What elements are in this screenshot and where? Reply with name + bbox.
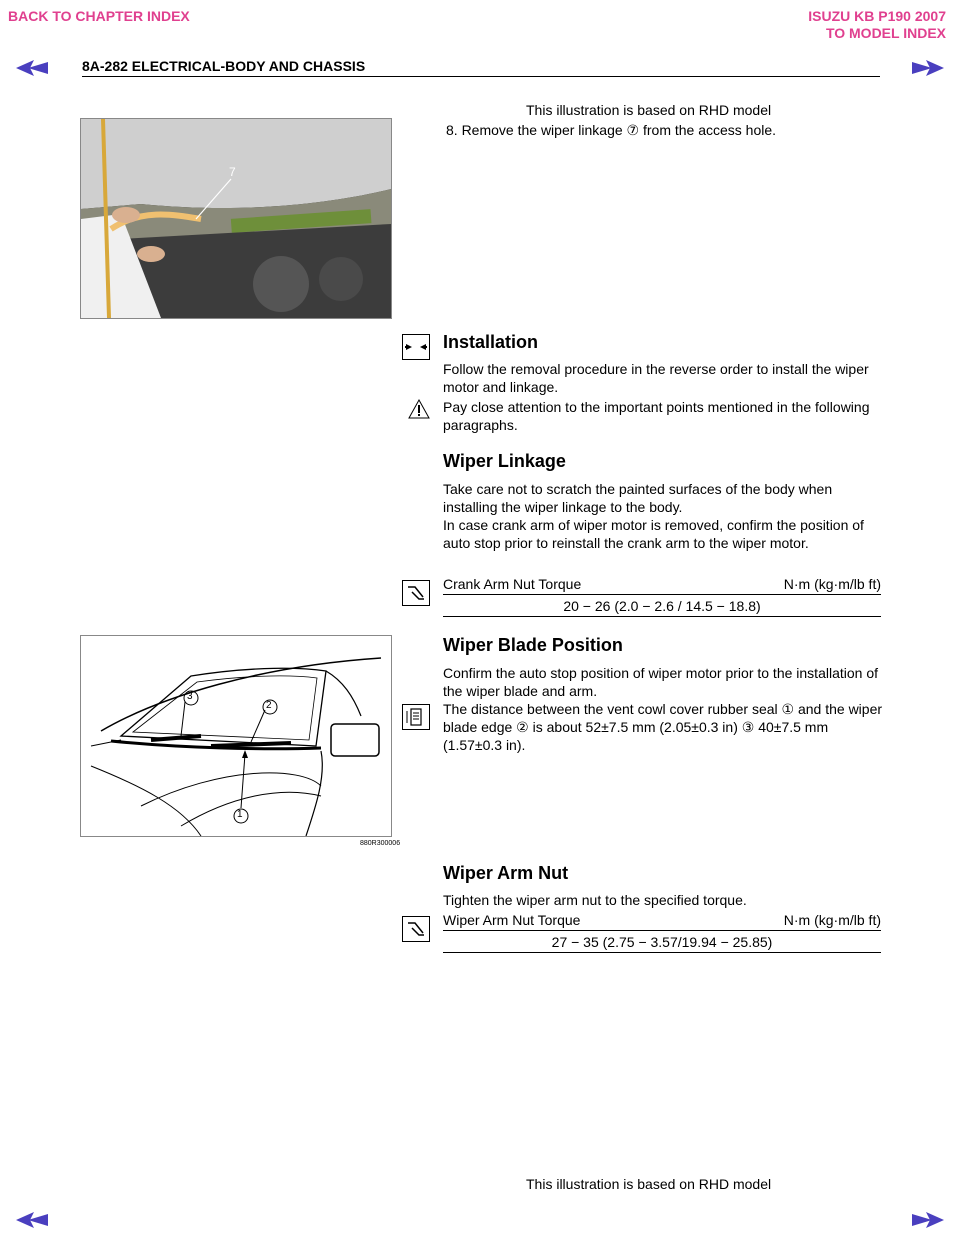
- installation-para-1: Follow the removal procedure in the reverse order to install the wiper motor and linkage.: [443, 361, 869, 395]
- step-8-text: 8. Remove the wiper linkage ⑦ from the access hole.: [446, 122, 777, 138]
- torque-wrench-icon-2: [402, 916, 430, 942]
- crank-arm-torque-label: Crank Arm Nut Torque: [443, 576, 582, 592]
- wiper-arm-torque-value: 27 − 35 (2.75 − 3.57/19.94 − 25.85): [443, 932, 881, 953]
- photo-callout-7: 7: [229, 165, 236, 179]
- wiper-blade-position-heading: Wiper Blade Position: [443, 635, 623, 655]
- model-index-link[interactable]: [808, 8, 946, 42]
- figure-callout-2: 2: [266, 700, 272, 711]
- crank-arm-torque-row: [443, 576, 881, 595]
- installation-para-2: Pay close attention to the important points mentioned in the following paragraphs.: [443, 399, 870, 433]
- previous-page-arrow-icon[interactable]: [14, 58, 50, 78]
- figure-id: 880R300006: [360, 840, 401, 847]
- illustration-caption-bottom: This illustration is based on RHD model: [526, 1176, 772, 1192]
- crank-arm-torque-value: 20 − 26 (2.0 − 2.6 / 14.5 − 18.8): [443, 596, 881, 617]
- wiper-blade-para-1: Confirm the auto stop position of wiper motor prior to the installation of the wiper blade and arm.: [443, 665, 878, 699]
- next-page-arrow-icon-bottom[interactable]: [910, 1210, 946, 1230]
- wiper-arm-nut-heading: Wiper Arm Nut: [443, 863, 569, 883]
- figure-callout-1: 1: [237, 809, 243, 820]
- page-header-title: 8A-282 ELECTRICAL-BODY AND CHASSIS: [82, 58, 366, 74]
- previous-page-arrow-icon-bottom[interactable]: [14, 1210, 50, 1230]
- wiper-arm-torque-unit: N·m (kg·m/lb ft): [783, 912, 881, 928]
- specification-icon: [402, 704, 430, 730]
- wiper-blade-para-2: The distance between the vent cowl cover rubber seal ① and the wiper blade edge ② is about 52±7.5 mm (2.05±0.3 in) ③ 40±7.5 mm (1.57±0.3 in).: [443, 701, 883, 753]
- to-model-index-label: TO MODEL INDEX: [825, 25, 946, 41]
- manual-title: ISUZU KB P190 2007: [808, 8, 946, 24]
- wiper-linkage-heading: Wiper Linkage: [443, 451, 566, 471]
- wiper-arm-nut-para-1: Tighten the wiper arm nut to the specified torque.: [443, 892, 747, 908]
- wiper-linkage-para-1: Take care not to scratch the painted surfaces of the body when installing the wiper linkage to the body.: [443, 481, 833, 515]
- torque-wrench-icon: [402, 580, 430, 606]
- crank-arm-torque-unit: N·m (kg·m/lb ft): [783, 576, 881, 592]
- back-to-chapter-index-link[interactable]: BACK TO CHAPTER INDEX: [8, 8, 190, 24]
- wiper-arm-torque-label: Wiper Arm Nut Torque: [443, 912, 581, 928]
- wiper-arm-torque-row: [443, 912, 881, 931]
- next-page-arrow-icon[interactable]: [910, 58, 946, 78]
- header-divider: [82, 76, 880, 77]
- wiper-linkage-para-2: In case crank arm of wiper motor is removed, confirm the position of auto stop prior to reinstall the crank arm to the wiper motor.: [443, 517, 864, 551]
- caution-icon: [408, 398, 430, 420]
- figure-callout-3: 3: [187, 691, 193, 702]
- illustration-caption-top: This illustration is based on RHD model: [526, 102, 772, 118]
- installation-heading: Installation: [443, 332, 539, 352]
- wiper-blade-position-figure: [80, 635, 392, 837]
- wiper-linkage-removal-photo: [80, 118, 392, 319]
- installation-icon: [402, 334, 430, 360]
